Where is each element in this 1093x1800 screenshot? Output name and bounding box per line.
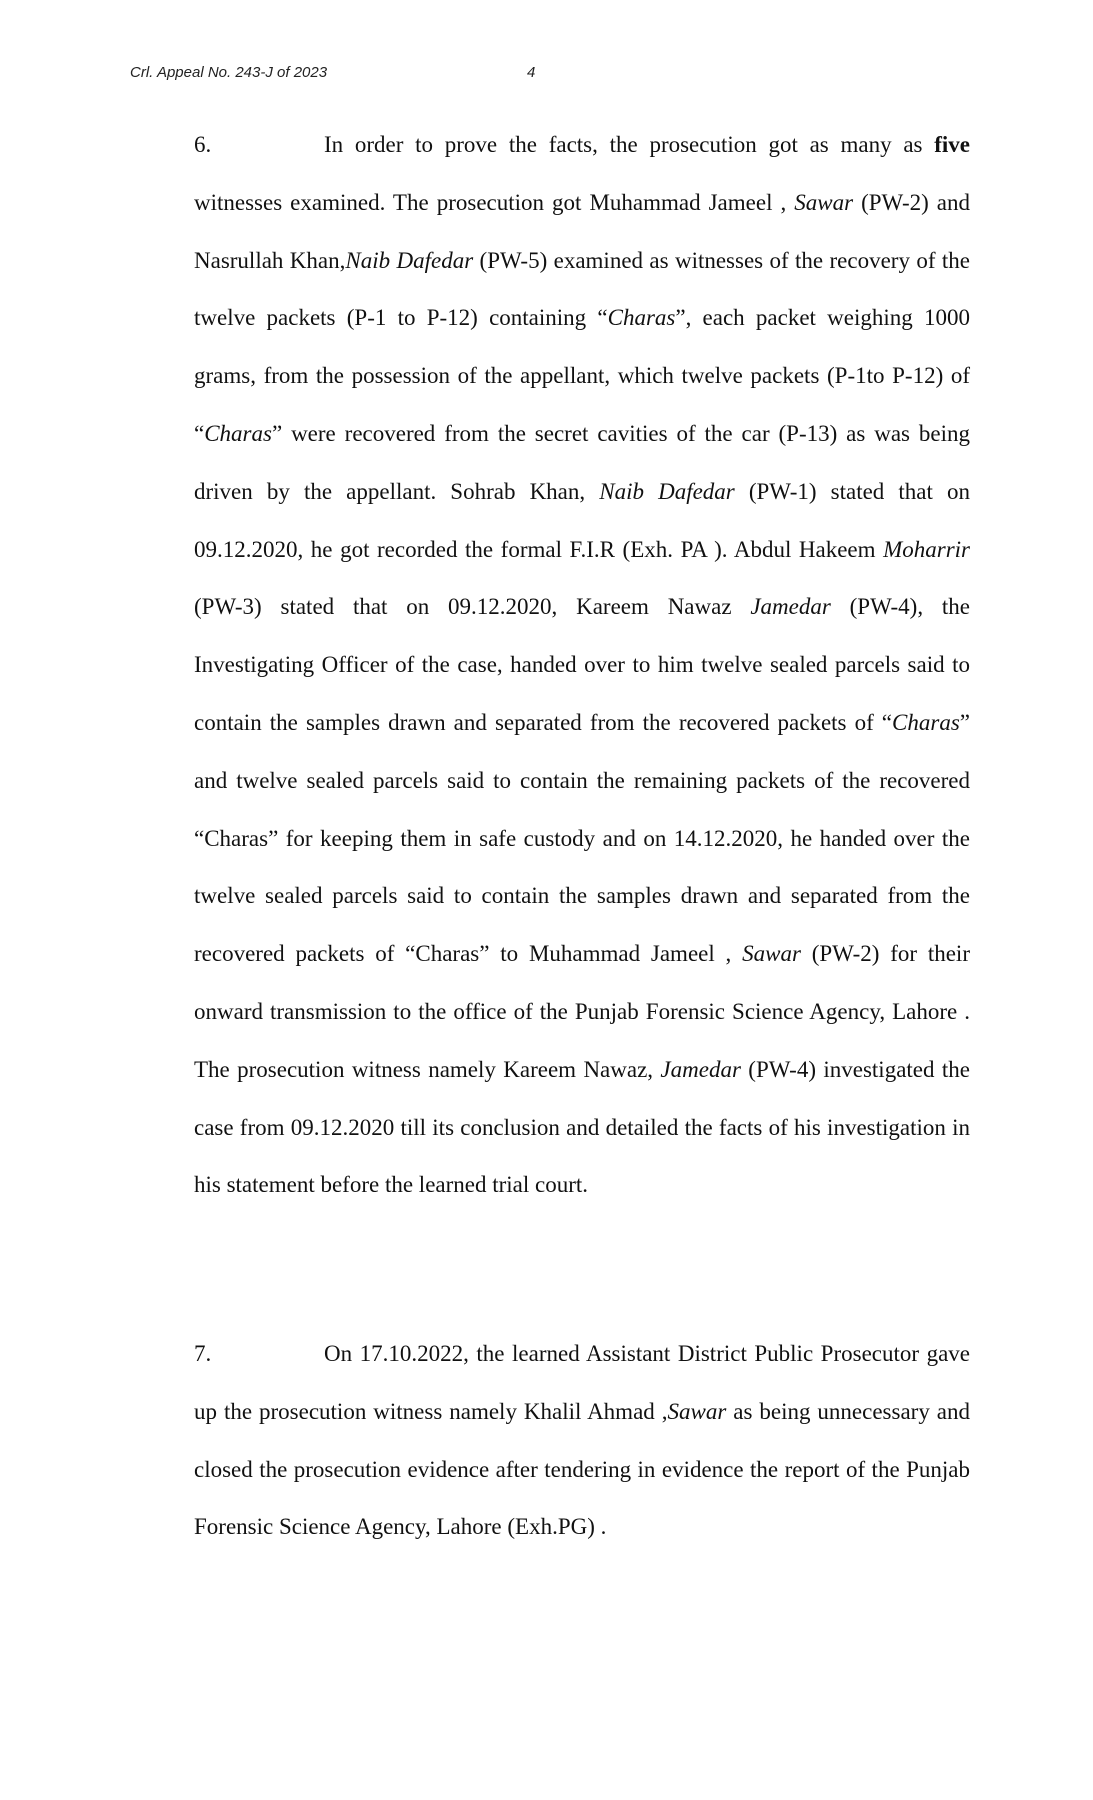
text-segment: ” were recovered from the secret cavities of the car (P-13) as was being driven by the appellant. Sohrab Khan, — [194, 420, 970, 504]
text-segment: as being unnecessary and closed the prosecution evidence after tendering in evidence the report of the Punjab Forensic Science Agency, Lahore (Exh.PG) . — [194, 1398, 970, 1540]
text-segment: In order to prove the facts, the prosecution got as many as — [324, 132, 935, 157]
text-segment: Charas — [204, 420, 272, 446]
text-segment: (PW-4) investigated the case from 09.12.2020 till its conclusion and detailed the facts of his investigation in his statement before the learned trial court. — [194, 1056, 970, 1198]
paragraph-7 — [194, 1325, 970, 1556]
text-segment: (PW-5) examined as witnesses of the recovery of the twelve packets (P-1 to P-12) containing “ — [194, 247, 970, 331]
paragraph-number: 7. — [194, 1341, 212, 1366]
text-segment: Charas — [607, 305, 676, 331]
text-segment: (PW-1) stated that on 09.12.2020, he got recorded the formal F.I.R (Exh. PA ). Abdul Hakeem — [194, 478, 970, 562]
text-segment: On 17.10.2022, the learned Assistant District Public Prosecutor gave up the prosecution witness namely Khalil Ahmad , — [194, 1341, 970, 1424]
text-segment: five — [934, 132, 970, 157]
page-number: 4 — [527, 64, 536, 81]
text-segment: Sawar — [794, 189, 854, 215]
text-segment: Naib Dafedar — [345, 247, 474, 273]
text-segment: (PW-2) for their onward transmission to the office of the Punjab Forensic Science Agency, Lahore . The prosecution witness namely Kareem Nawaz, — [194, 941, 970, 1082]
text-segment: Charas — [892, 709, 960, 735]
text-segment: witnesses examined. The prosecution got Muhammad Jameel , — [194, 189, 795, 215]
paragraph-number: 6. — [194, 132, 212, 157]
text-segment: (PW-2) and Nasrullah Khan, — [194, 189, 970, 273]
paragraph-6 — [194, 116, 970, 1214]
text-segment: Moharrir — [883, 536, 970, 562]
text-segment: Jamedar — [660, 1056, 741, 1082]
text-segment: Naib Dafedar — [599, 478, 735, 504]
text-segment: ” and twelve sealed parcels said to contain the remaining packets of the recovered “Charas” for keeping them in safe custody and on 14.12.2020, he handed over the twelve sealed parcels said to contain the samples drawn and separated from the recovered packets of “Charas” to Muhammad Jameel , — [194, 709, 970, 967]
text-segment: (PW-4), the Investigating Officer of the case, handed over to him twelve sealed parcels said to contain the samples drawn and separated from the recovered packets of “ — [194, 594, 970, 735]
text-segment: Sawar — [742, 941, 801, 967]
text-segment: Sawar — [667, 1398, 727, 1424]
text-segment: ”, each packet weighing 1000 grams, from the possession of the appellant, which twelve packets (P-1to P-12) of “ — [194, 305, 971, 446]
text-segment: Jamedar — [750, 594, 831, 620]
text-segment: (PW-3) stated that on 09.12.2020, Kareem Nawaz — [194, 594, 751, 620]
case-reference: Crl. Appeal No. 243-J of 2023 — [130, 64, 328, 81]
